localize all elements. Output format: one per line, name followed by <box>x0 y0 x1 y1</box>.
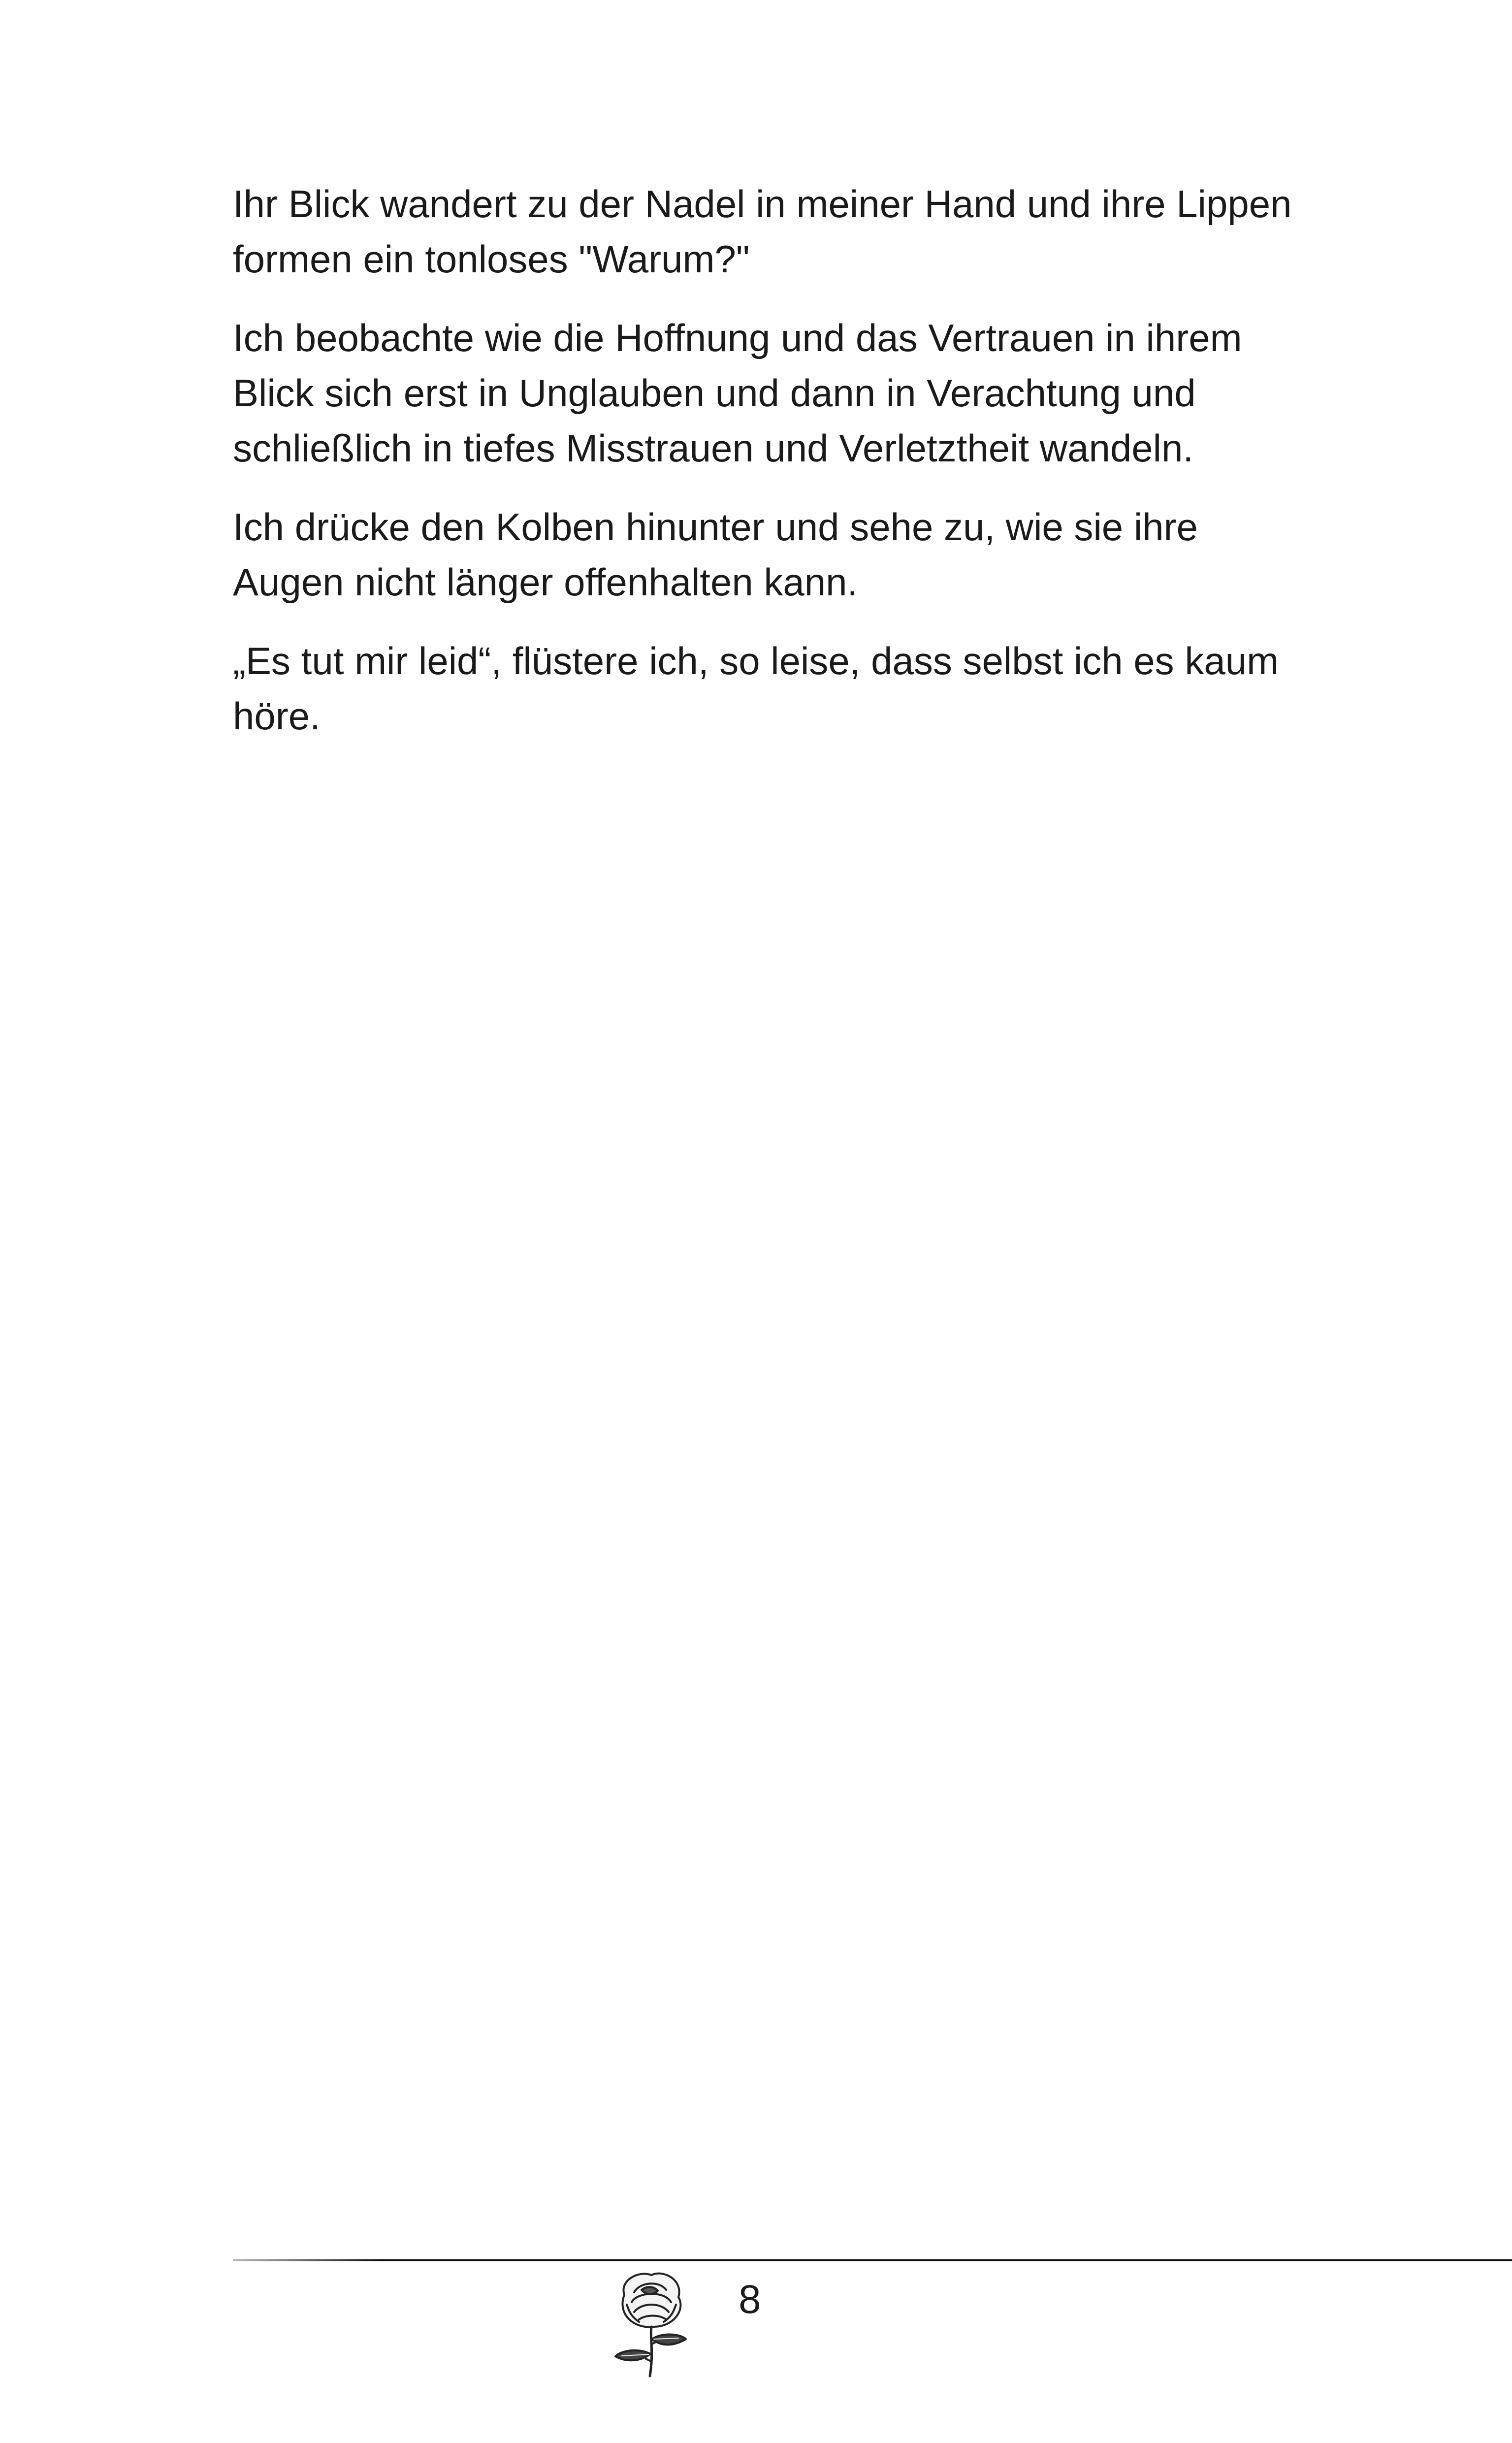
paragraph-4: „Es tut mir leid“, flüstere ich, so leise, dass selbst ich es kaum höre. <box>233 639 1279 738</box>
footer-rule <box>233 2259 1512 2261</box>
paragraph-3: Ich drücke den Kolben hinunter und sehe zu, wie sie ihre Augen nicht länger offenhalten kann. <box>233 505 1198 604</box>
paragraph-2: Ich beobachte wie die Hoffnung und das Vertrauen in ihrem Blick sich erst in Unglauben und dann in Verachtung und schließlich in tiefes Misstrauen und Verletztheit wandeln. <box>233 316 1242 470</box>
page-number: 8 <box>739 2277 761 2322</box>
paragraph-1: Ihr Blick wandert zu der Nadel in meiner Hand und ihre Lippen formen ein tonloses "Warum?" <box>233 182 1292 281</box>
body-text <box>233 176 1301 767</box>
rose-icon <box>605 2265 693 2378</box>
